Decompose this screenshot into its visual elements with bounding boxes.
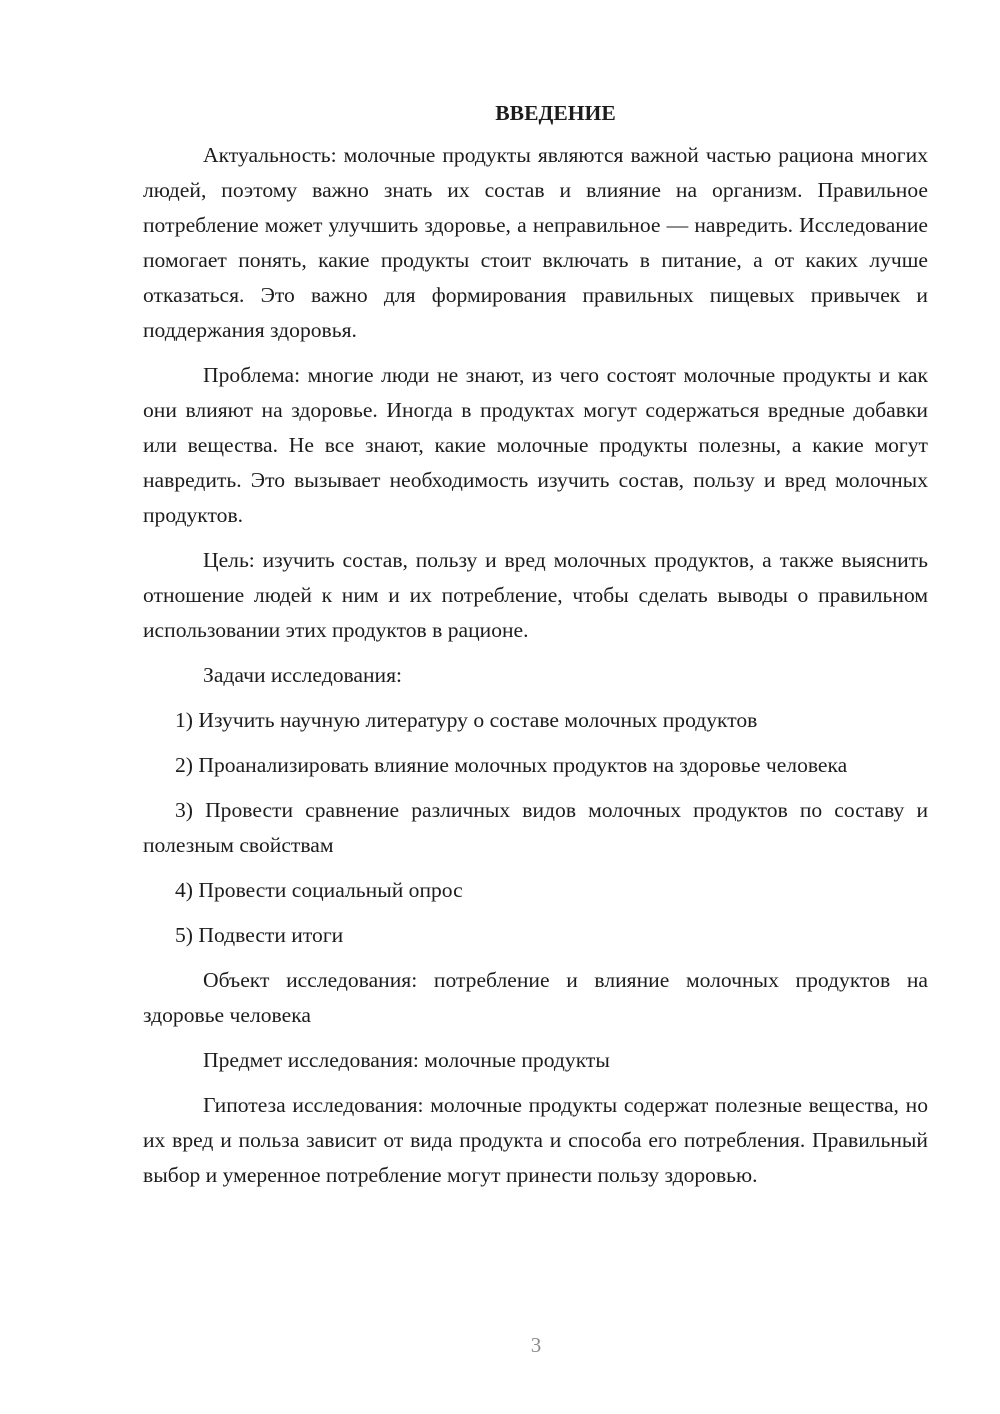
list-item: 5) Подвести итоги	[175, 923, 344, 947]
list-item: 1) Изучить научную литературу о составе молочных продуктов	[175, 708, 758, 732]
object-paragraph: Объект исследования: потребление и влияние молочных продуктов на здоровье человека	[143, 968, 928, 1027]
list-item: 3) Провести сравнение различных видов молочных продуктов по составу и полезным свойствам	[143, 798, 928, 857]
hypothesis-paragraph: Гипотеза исследования: молочные продукты содержат полезные вещества, но их вред и польза зависит от вида продукта и способа его потребления. Правильный выбор и умеренное потребление могут принести пользу здоровью.	[143, 1093, 928, 1187]
list-item: 4) Провести социальный опрос	[175, 878, 463, 902]
relevance-paragraph: Актуальность: молочные продукты являются важной частью рациона многих людей, поэтому важно знать их состав и влияние на организм. Правильное потребление может улучшить здоровье, а неправильное — навредить. Исследование помогает понять, какие продукты стоит включать в питание, а от каких лучше отказаться. Это важно для формирования правильных пищевых привычек и поддержания здоровья.	[143, 143, 928, 342]
page-content	[143, 96, 928, 1203]
section-title: ВВЕДЕНИЕ	[495, 101, 616, 125]
goal-paragraph: Цель: изучить состав, пользу и вред молочных продуктов, а также выяснить отношение людей к ним и их потребление, чтобы сделать выводы о правильном использовании этих продуктов в рационе.	[143, 548, 928, 642]
subject-paragraph: Предмет исследования: молочные продукты	[203, 1048, 610, 1072]
page-number: 3	[530, 1333, 542, 1357]
list-item: 2) Проанализировать влияние молочных продуктов на здоровье человека	[175, 753, 848, 777]
tasks-list	[143, 703, 928, 953]
problem-paragraph: Проблема: многие люди не знают, из чего состоят молочные продукты и как они влияют на здоровье. Иногда в продуктах могут содержаться вредные добавки или вещества. Не все знают, какие молочные продукты полезны, а какие могут навредить. Это вызывает необходимость изучить состав, пользу и вред молочных продуктов.	[143, 363, 928, 527]
tasks-heading: Задачи исследования:	[203, 663, 403, 687]
